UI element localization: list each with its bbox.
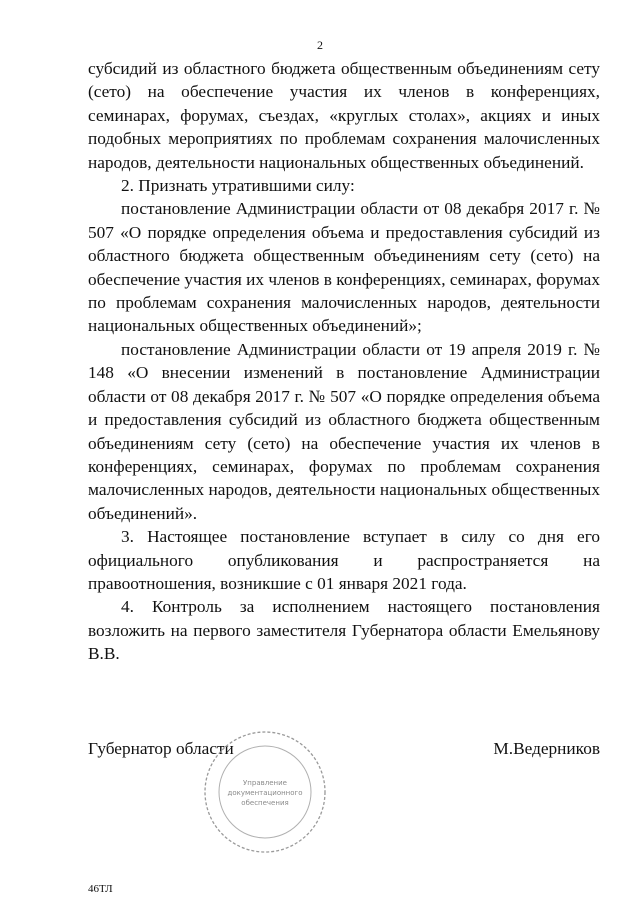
paragraph-repeal-2: постановление Администрации области от 19 апреля 2019 г. № 148 «О внесении изменений в постановление Администрации области от 08 декабря 2017 г. № 507 «О порядке определения объема и предоставления субсидий из областного бюджета общественным объединениям сету (сето) на обеспечение участия их членов в конференциях, семинарах, форумах по проблемам сохранения малочисленных народов, деятельности национальных общественных объединений». [88,339,600,523]
document-body [88,57,600,666]
svg-text:Управление: Управление [243,779,287,787]
document-code: 46ТЛ [88,883,113,895]
svg-text:обеспечения: обеспечения [241,799,289,807]
paragraph-continuation: субсидий из областного бюджета общественным объединениям сету (сето) на обеспечение участия их членов в конференциях, семинарах, форумах, съездах, «круглых столах», акциях и иных подобных мероприятиях по проблемам сохранения малочисленных народов, деятельности национальных общественных объединений. [88,59,600,172]
page-number: 2 [317,38,323,52]
paragraph-item-3: 3. Настоящее постановление вступает в силу со дня его официального опубликования и распространяется на правоотношения, возникшие с 01 января 2021 года. [88,527,600,593]
paragraph-item-4: 4. Контроль за исполнением настоящего постановления возложить на первого заместителя Губернатора области Емельянову В.В. [88,597,600,664]
paragraph-item-2: 2. Признать утратившими силу: [121,176,355,196]
signatory-name: М.Ведерников [493,739,600,758]
signature-block [88,739,600,759]
official-stamp [200,727,330,857]
signatory-position: Губернатор области [88,739,234,758]
svg-text:документационного: документационного [227,789,303,797]
paragraph-repeal-1: постановление Администрации области от 08 декабря 2017 г. № 507 «О порядке определения объема и предоставления субсидий из областного бюджета общественным объединениям сету (сето) на обеспечение участия их членов в конференциях, семинарах, форумах по проблемам сохранения малочисленных народов, деятельности национальных общественных объединений»; [88,199,600,336]
